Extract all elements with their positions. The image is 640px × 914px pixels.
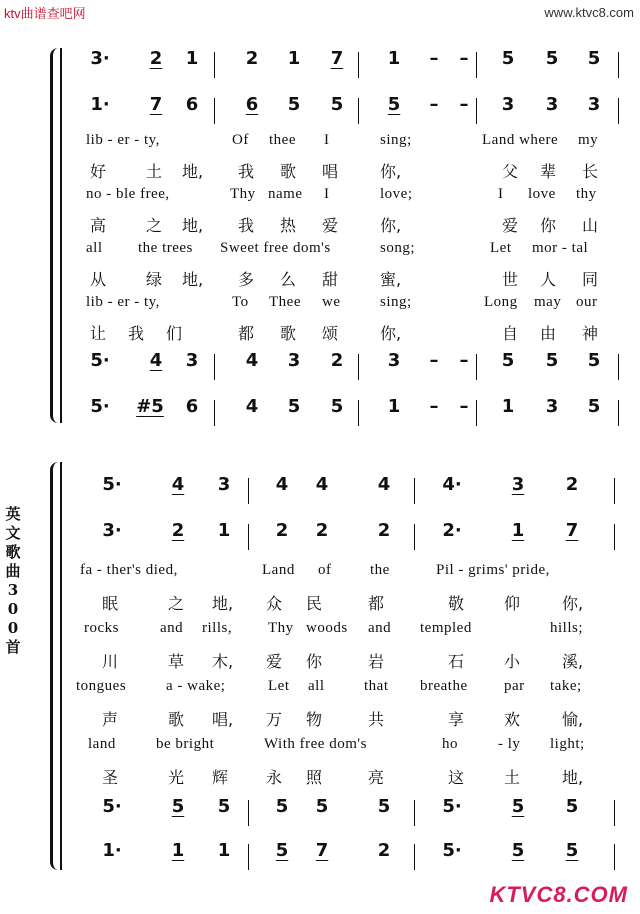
- note: #5: [136, 396, 164, 417]
- lyric-syllable: rills,: [202, 620, 233, 636]
- lyric-syllable: 欢: [504, 710, 521, 729]
- note: 3·: [90, 48, 110, 69]
- lyric-syllable: mor - tal: [532, 240, 589, 256]
- note: 5: [587, 396, 601, 417]
- lyric-syllable: 人: [540, 270, 557, 289]
- note: 3·: [102, 520, 122, 541]
- note: 2: [171, 520, 185, 541]
- lyric-syllable: land: [88, 736, 116, 752]
- lyric-syllable: 颂: [322, 324, 339, 343]
- lyric-syllable: 岩: [368, 652, 385, 671]
- sidebar-char: 0: [7, 619, 19, 637]
- note: 3: [545, 396, 559, 417]
- note: 2: [275, 520, 289, 541]
- note: 1: [185, 48, 199, 69]
- note: 4: [245, 350, 259, 371]
- lyric-syllable: take;: [550, 678, 582, 694]
- bar-line: [618, 98, 619, 124]
- sidebar-char: 英: [5, 505, 21, 523]
- staff-line: [62, 840, 622, 874]
- lyric-syllable: 照: [306, 768, 323, 787]
- lyric-syllable: 愉,: [562, 710, 584, 729]
- lyric-syllable: Let: [490, 240, 512, 256]
- lyric-line-chinese: [62, 267, 622, 291]
- note: 5: [377, 796, 391, 817]
- lyric-syllable: I: [324, 186, 330, 202]
- lyric-syllable: 物: [306, 710, 323, 729]
- note: 2: [330, 350, 344, 371]
- note: 5: [217, 796, 231, 817]
- note: 5: [587, 48, 601, 69]
- lyric-syllable: the: [370, 562, 390, 578]
- note: 4: [275, 474, 289, 495]
- staff-line: [62, 94, 622, 128]
- note: 6: [185, 94, 199, 115]
- lyric-syllable: and: [160, 620, 184, 636]
- note: 1: [287, 48, 301, 69]
- note: –: [459, 350, 469, 371]
- staff-line: [62, 350, 622, 384]
- lyric-syllable: Sweet free dom's: [220, 240, 331, 256]
- lyric-syllable: 木,: [212, 652, 234, 671]
- note: 3: [587, 94, 601, 115]
- note: 4·: [442, 474, 462, 495]
- lyric-syllable: name: [268, 186, 303, 202]
- note: –: [429, 396, 439, 417]
- note: 2: [315, 520, 329, 541]
- lyric-syllable: Pil - grims' pride,: [436, 562, 550, 578]
- lyric-line-chinese: [62, 213, 622, 237]
- note: 5·: [90, 396, 110, 417]
- lyric-syllable: hills;: [550, 620, 584, 636]
- sidebar-char: 曲: [5, 562, 21, 580]
- lyric-syllable: 之: [146, 216, 163, 235]
- note: 1: [387, 396, 401, 417]
- lyric-syllable: 共: [368, 710, 385, 729]
- lyric-syllable: Land where: [482, 132, 559, 148]
- note: 2: [245, 48, 259, 69]
- lyric-syllable: I: [324, 132, 330, 148]
- note: –: [459, 396, 469, 417]
- bar-line: [214, 52, 215, 78]
- lyric-syllable: 石: [448, 652, 465, 671]
- note: 5: [287, 94, 301, 115]
- bar-line: [358, 98, 359, 124]
- lyric-syllable: par: [504, 678, 525, 694]
- bar-line: [214, 400, 215, 426]
- note: 2·: [442, 520, 462, 541]
- lyric-syllable: 地,: [212, 594, 234, 613]
- lyric-syllable: 世: [502, 270, 519, 289]
- lyric-syllable: 你,: [380, 162, 402, 181]
- note: 7: [330, 48, 344, 69]
- note: 4: [149, 350, 163, 371]
- sidebar-char: 文: [5, 524, 21, 542]
- lyric-syllable: thy: [576, 186, 597, 202]
- note: 4: [377, 474, 391, 495]
- bar-line: [614, 524, 615, 550]
- lyric-syllable: love: [528, 186, 556, 202]
- lyric-syllable: sing;: [380, 132, 412, 148]
- book-title-sidebar: [4, 505, 22, 657]
- lyric-syllable: 神: [582, 324, 599, 343]
- lyric-syllable: 敬: [448, 594, 465, 613]
- note: 5: [330, 396, 344, 417]
- lyric-syllable: 你,: [380, 324, 402, 343]
- note: 5·: [102, 474, 122, 495]
- bar-line: [476, 52, 477, 78]
- note: 5: [565, 840, 579, 861]
- bar-line: [614, 800, 615, 826]
- note: 5: [387, 94, 401, 115]
- note: –: [429, 94, 439, 115]
- note: 1·: [90, 94, 110, 115]
- lyric-syllable: love;: [380, 186, 413, 202]
- lyric-syllable: 众: [266, 594, 283, 613]
- note: 1: [501, 396, 515, 417]
- bar-line: [618, 400, 619, 426]
- bar-line: [618, 52, 619, 78]
- note: 7: [565, 520, 579, 541]
- lyric-syllable: 唱,: [212, 710, 234, 729]
- lyric-syllable: be bright: [156, 736, 215, 752]
- note: 5: [275, 840, 289, 861]
- note: 4: [171, 474, 185, 495]
- lyric-line-english: [62, 186, 622, 210]
- lyric-syllable: 这: [448, 768, 465, 787]
- note: 4: [245, 396, 259, 417]
- lyric-syllable: no - ble free,: [86, 186, 170, 202]
- lyric-syllable: woods: [306, 620, 348, 636]
- lyric-syllable: 父: [502, 162, 519, 181]
- watermark-bottom: KTVC8.COM: [489, 882, 628, 907]
- lyric-syllable: light;: [550, 736, 585, 752]
- lyric-line-english: [62, 132, 622, 156]
- staff-line: [62, 796, 622, 830]
- lyric-syllable: 从: [90, 270, 107, 289]
- lyric-syllable: 甜: [322, 270, 339, 289]
- bar-line: [214, 354, 215, 380]
- lyric-syllable: 们: [166, 324, 183, 343]
- note: 3: [387, 350, 401, 371]
- note: 5·: [90, 350, 110, 371]
- bar-line: [476, 354, 477, 380]
- lyric-syllable: Thee: [269, 294, 301, 310]
- lyric-syllable: templed: [420, 620, 472, 636]
- bar-line: [614, 844, 615, 870]
- lyric-syllable: 歌: [280, 324, 297, 343]
- lyric-syllable: 同: [582, 270, 599, 289]
- lyric-syllable: 川: [102, 652, 119, 671]
- bar-line: [414, 800, 415, 826]
- lyric-syllable: 我: [238, 216, 255, 235]
- lyric-syllable: 土: [504, 768, 521, 787]
- lyric-syllable: 让: [90, 324, 107, 343]
- bar-line: [614, 478, 615, 504]
- note: 3: [287, 350, 301, 371]
- lyric-syllable: 地,: [182, 216, 204, 235]
- note: 1: [171, 840, 185, 861]
- lyric-syllable: 爱: [266, 652, 283, 671]
- lyric-syllable: a - wake;: [166, 678, 226, 694]
- lyric-syllable: 我: [128, 324, 145, 343]
- lyric-syllable: all: [86, 240, 103, 256]
- lyric-syllable: To: [232, 294, 249, 310]
- lyric-syllable: fa - ther's died,: [80, 562, 178, 578]
- note: 5: [501, 48, 515, 69]
- note: –: [429, 350, 439, 371]
- bar-line: [248, 800, 249, 826]
- lyric-syllable: and: [368, 620, 392, 636]
- lyric-syllable: our: [576, 294, 598, 310]
- lyric-syllable: 民: [306, 594, 323, 613]
- watermark-right: www.ktvc8.com: [544, 5, 634, 20]
- lyric-syllable: tongues: [76, 678, 127, 694]
- score-system-2: [62, 462, 622, 870]
- bar-line: [618, 354, 619, 380]
- note: –: [459, 48, 469, 69]
- lyric-syllable: the trees: [138, 240, 193, 256]
- watermark-left: ktv曲谱查吧网: [4, 6, 86, 21]
- lyric-syllable: thee: [269, 132, 296, 148]
- note: 5: [275, 796, 289, 817]
- lyric-syllable: 光: [168, 768, 185, 787]
- lyric-line-chinese: [62, 321, 622, 345]
- lyric-syllable: 溪,: [562, 652, 584, 671]
- staff-line: [62, 520, 622, 554]
- note: 1: [511, 520, 525, 541]
- note: 1: [217, 520, 231, 541]
- lyric-syllable: that: [364, 678, 389, 694]
- bar-line: [358, 354, 359, 380]
- lyric-syllable: 自: [502, 324, 519, 343]
- note: 5: [511, 796, 525, 817]
- note: 6: [245, 94, 259, 115]
- note: 5: [501, 350, 515, 371]
- lyric-syllable: 亮: [368, 768, 385, 787]
- lyric-line-english: [62, 240, 622, 264]
- lyric-syllable: 么: [280, 270, 297, 289]
- lyric-syllable: my: [578, 132, 599, 148]
- lyric-line-chinese: [62, 649, 622, 673]
- note: 1·: [102, 840, 122, 861]
- lyric-syllable: lib - er - ty,: [86, 294, 160, 310]
- bar-line: [248, 478, 249, 504]
- note: 4: [315, 474, 329, 495]
- lyric-syllable: 眠: [102, 594, 119, 613]
- note: 5: [315, 796, 329, 817]
- lyric-syllable: 你,: [562, 594, 584, 613]
- lyric-syllable: 好: [90, 162, 107, 181]
- lyric-syllable: 山: [582, 216, 599, 235]
- lyric-syllable: sing;: [380, 294, 412, 310]
- note: 1: [387, 48, 401, 69]
- lyric-syllable: 万: [266, 710, 283, 729]
- lyric-syllable: 草: [168, 652, 185, 671]
- bar-line: [476, 98, 477, 124]
- lyric-syllable: With free dom's: [264, 736, 367, 752]
- note: –: [459, 94, 469, 115]
- lyric-syllable: Let: [268, 678, 290, 694]
- lyric-syllable: 绿: [146, 270, 163, 289]
- lyric-syllable: may: [534, 294, 562, 310]
- lyric-syllable: 由: [540, 324, 557, 343]
- note: 5·: [102, 796, 122, 817]
- lyric-syllable: Land: [262, 562, 295, 578]
- lyric-syllable: 歌: [280, 162, 297, 181]
- lyric-syllable: 地,: [182, 270, 204, 289]
- note: 6: [185, 396, 199, 417]
- lyric-line-chinese: [62, 707, 622, 731]
- lyric-syllable: 热: [280, 216, 297, 235]
- note: 5: [287, 396, 301, 417]
- note: 5·: [442, 840, 462, 861]
- lyric-syllable: rocks: [84, 620, 119, 636]
- bar-line: [414, 478, 415, 504]
- bar-line: [414, 524, 415, 550]
- lyric-syllable: 都: [368, 594, 385, 613]
- lyric-syllable: 声: [102, 710, 119, 729]
- lyric-syllable: - ly: [498, 736, 521, 752]
- lyric-line-chinese: [62, 159, 622, 183]
- note: 2: [377, 840, 391, 861]
- lyric-syllable: 仰: [504, 594, 521, 613]
- lyric-syllable: 圣: [102, 768, 119, 787]
- lyric-syllable: of: [318, 562, 332, 578]
- lyric-syllable: 你: [540, 216, 557, 235]
- lyric-line-english: [62, 620, 622, 644]
- bar-line: [476, 400, 477, 426]
- note: 2: [149, 48, 163, 69]
- lyric-syllable: 爱: [322, 216, 339, 235]
- lyric-line-english: [62, 562, 622, 586]
- sidebar-char: 3: [7, 581, 19, 599]
- bar-line: [414, 844, 415, 870]
- lyric-syllable: 多: [238, 270, 255, 289]
- lyric-syllable: 蜜,: [380, 270, 402, 289]
- lyric-syllable: 爱: [502, 216, 519, 235]
- lyric-syllable: I: [498, 186, 504, 202]
- lyric-line-chinese: [62, 591, 622, 615]
- lyric-syllable: 辈: [540, 162, 557, 181]
- staff-line: [62, 474, 622, 508]
- bar-line: [358, 400, 359, 426]
- note: 1: [217, 840, 231, 861]
- lyric-syllable: 都: [238, 324, 255, 343]
- lyric-syllable: Thy: [230, 186, 256, 202]
- lyric-syllable: 歌: [168, 710, 185, 729]
- lyric-syllable: 永: [266, 768, 283, 787]
- lyric-line-english: [62, 736, 622, 760]
- sidebar-char: 歌: [5, 543, 21, 561]
- lyric-syllable: 辉: [212, 768, 229, 787]
- note: 7: [149, 94, 163, 115]
- score-system-1: [62, 48, 622, 423]
- note: 3: [501, 94, 515, 115]
- lyric-syllable: 你: [306, 652, 323, 671]
- bar-line: [248, 524, 249, 550]
- lyric-syllable: we: [322, 294, 341, 310]
- note: 5: [545, 350, 559, 371]
- note: –: [429, 48, 439, 69]
- note: 5: [330, 94, 344, 115]
- note: 5: [545, 48, 559, 69]
- lyric-syllable: 高: [90, 216, 107, 235]
- lyric-syllable: song;: [380, 240, 416, 256]
- lyric-syllable: Thy: [268, 620, 294, 636]
- lyric-syllable: lib - er - ty,: [86, 132, 160, 148]
- note: 7: [315, 840, 329, 861]
- lyric-syllable: Of: [232, 132, 249, 148]
- lyric-syllable: 地,: [182, 162, 204, 181]
- note: 5: [171, 796, 185, 817]
- note: 3: [511, 474, 525, 495]
- lyric-line-english: [62, 678, 622, 702]
- lyric-line-chinese: [62, 765, 622, 789]
- bar-line: [358, 52, 359, 78]
- lyric-syllable: 唱: [322, 162, 339, 181]
- bar-line: [214, 98, 215, 124]
- note: 3: [545, 94, 559, 115]
- note: 5: [511, 840, 525, 861]
- lyric-syllable: 我: [238, 162, 255, 181]
- note: 5: [587, 350, 601, 371]
- lyric-syllable: 之: [168, 594, 185, 613]
- note: 2: [377, 520, 391, 541]
- lyric-syllable: 地,: [562, 768, 584, 787]
- staff-line: [62, 396, 622, 430]
- lyric-syllable: 小: [504, 652, 521, 671]
- sidebar-char: 首: [5, 638, 21, 656]
- lyric-syllable: breathe: [420, 678, 468, 694]
- note: 5·: [442, 796, 462, 817]
- lyric-syllable: ho: [442, 736, 458, 752]
- lyric-syllable: Long: [484, 294, 518, 310]
- note: 5: [565, 796, 579, 817]
- lyric-syllable: all: [308, 678, 325, 694]
- note: 3: [217, 474, 231, 495]
- lyric-syllable: 土: [146, 162, 163, 181]
- lyric-syllable: 长: [582, 162, 599, 181]
- staff-line: [62, 48, 622, 82]
- lyric-syllable: 你,: [380, 216, 402, 235]
- note: 2: [565, 474, 579, 495]
- lyric-syllable: 享: [448, 710, 465, 729]
- lyric-line-english: [62, 294, 622, 318]
- bar-line: [248, 844, 249, 870]
- sidebar-char: 0: [7, 600, 19, 618]
- note: 3: [185, 350, 199, 371]
